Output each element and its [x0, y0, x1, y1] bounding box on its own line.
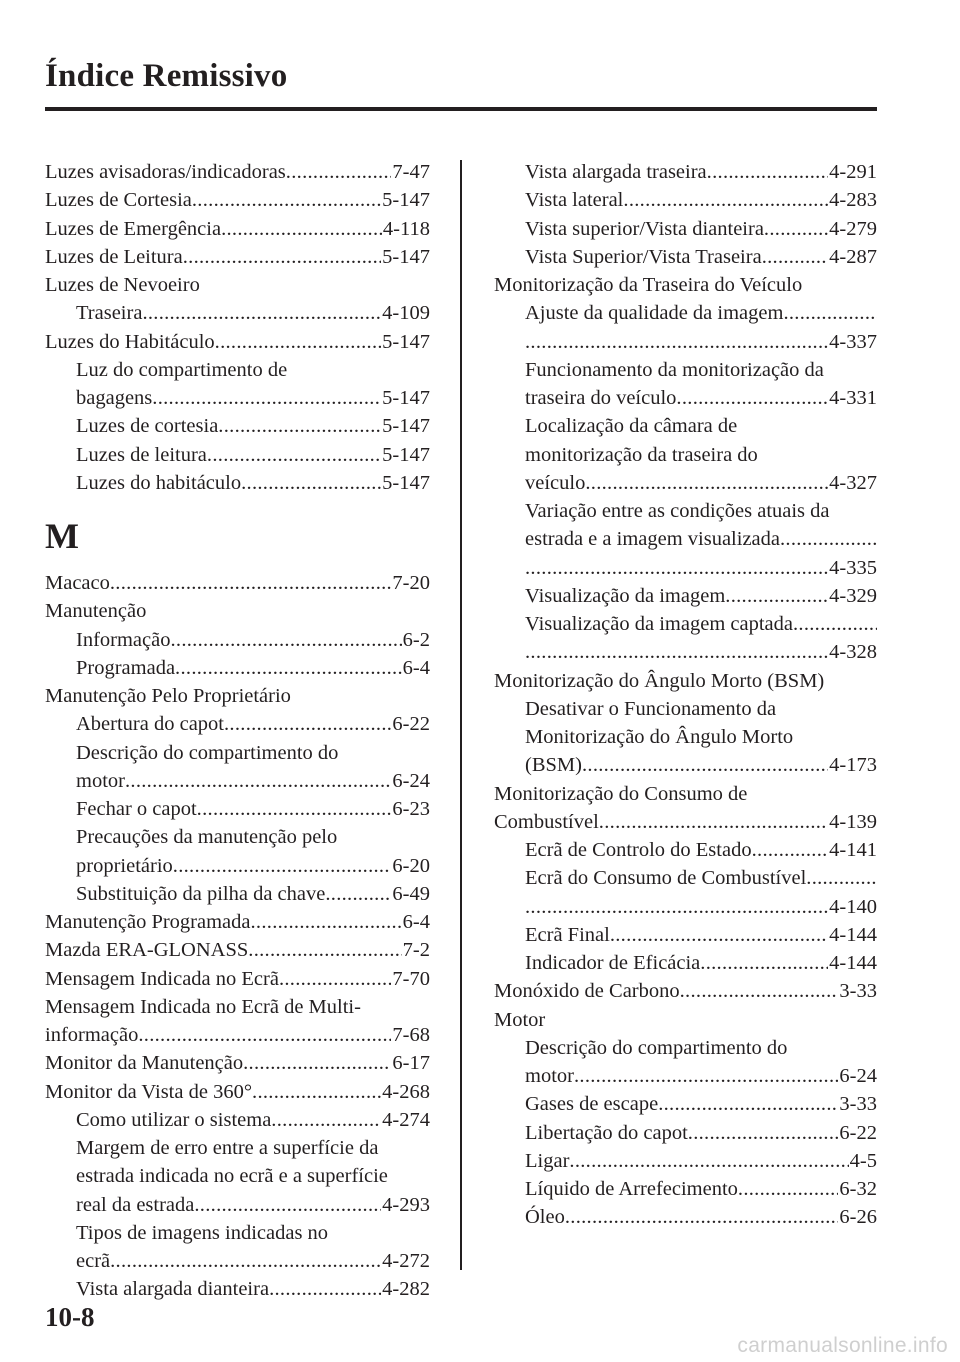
index-entry-text: Variação entre as condições atuais da: [525, 500, 830, 522]
index-entry: [494, 158, 877, 186]
index-entry: [45, 1275, 430, 1303]
dot-leader: [224, 710, 391, 738]
dot-leader: [707, 158, 829, 186]
index-entry: [45, 993, 430, 1021]
index-entry-page: 6-4: [402, 656, 430, 679]
index-entry-text: traseira do veículo: [525, 387, 677, 409]
index-entry: [494, 751, 877, 779]
column-divider: [460, 160, 462, 1270]
index-entry-page: 4-283: [829, 189, 877, 212]
index-entry-text: bagagens: [76, 387, 153, 409]
index-entry-page: 4-144: [829, 923, 877, 946]
index-entry-text: Traseira: [76, 302, 143, 325]
index-entry-page: 5-147: [382, 471, 430, 494]
index-entry: [45, 186, 430, 214]
index-entry-page: 6-32: [839, 1178, 877, 1200]
index-entry: [494, 1147, 877, 1175]
index-entry-page: 4-327: [829, 471, 877, 494]
dot-leader: [574, 1062, 838, 1090]
index-entry-text: veículo: [525, 471, 586, 494]
index-entry-text: Desativar o Funcionamento da: [525, 697, 777, 720]
index-entry-page: 5-147: [382, 330, 430, 353]
index-entry: [494, 1062, 877, 1090]
dot-leader: [569, 1147, 848, 1175]
index-entry-page: 5-147: [382, 415, 430, 438]
dot-leader: [793, 610, 877, 638]
index-entry-text: Manutenção Pelo Proprietário: [45, 685, 291, 707]
dot-leader: [525, 893, 828, 921]
index-entry-text: Informação: [76, 628, 171, 651]
index-entry: [494, 977, 877, 1005]
dot-leader: [170, 626, 401, 654]
index-entry: [494, 1034, 877, 1062]
index-entry-page: 6-24: [392, 769, 430, 792]
index-entry-page: 4-173: [829, 754, 877, 777]
index-entry-page: 6-26: [839, 1206, 877, 1229]
index-entry-page: 4-140: [829, 895, 877, 918]
dot-leader: [241, 469, 381, 497]
index-entry-text: Luzes do Habitáculo: [45, 330, 215, 353]
dot-leader: [623, 186, 828, 214]
dot-leader: [248, 936, 401, 964]
dot-leader: [215, 328, 382, 356]
dot-leader: [738, 1175, 839, 1203]
index-entry-text: motor: [76, 769, 125, 792]
index-entry: [494, 1175, 877, 1203]
index-entry-text: monitorização da traseira do: [525, 443, 758, 466]
index-entry: [45, 1191, 430, 1219]
index-entry: [45, 682, 430, 710]
index-entry-text: Monóxido de Carbono: [494, 980, 680, 1003]
index-entry-page: 4-274: [382, 1108, 430, 1131]
index-entry: [494, 1119, 877, 1147]
dot-leader: [197, 795, 392, 823]
index-entry: [494, 610, 877, 638]
index-entry: [494, 215, 877, 243]
index-entry: [45, 739, 430, 767]
index-entry-text: Funcionamento da monitorização da: [525, 358, 824, 381]
dot-leader: [525, 638, 828, 666]
index-entry: [494, 1203, 877, 1231]
index-entry: [45, 271, 430, 299]
index-entry-page: 6-17: [392, 1052, 430, 1075]
index-entry-text: Programada: [76, 656, 176, 679]
dot-leader: [175, 654, 402, 682]
index-entry: [45, 654, 430, 682]
index-entry-page: 6-24: [839, 1065, 877, 1087]
dot-leader: [582, 751, 828, 779]
index-entry-text: Monitor da Manutenção: [45, 1052, 244, 1075]
dot-leader: [525, 554, 828, 582]
index-entry: [494, 384, 877, 412]
index-entry: [45, 215, 430, 243]
index-entry-text: Ecrã de Controlo do Estado: [525, 839, 752, 861]
index-entry-text: Ajuste da qualidade da imagem: [525, 302, 784, 325]
index-entry-text: real da estrada: [76, 1193, 195, 1216]
index-entry: [45, 965, 430, 993]
watermark: carmanualsonline.info: [737, 1334, 948, 1357]
dot-leader: [271, 1106, 381, 1134]
index-entry-text: Monitor da Vista de 360°: [45, 1080, 253, 1103]
index-entry: [45, 469, 430, 497]
dot-leader: [125, 767, 391, 795]
index-entry-text: Indicador de Eficácia: [525, 952, 701, 974]
index-entry-text: Luzes de Leitura: [45, 245, 183, 268]
index-entry-text: Substituição da pilha da chave: [76, 882, 326, 905]
dot-leader: [676, 384, 828, 412]
dot-leader: [780, 525, 877, 553]
dot-leader: [725, 582, 828, 610]
dot-leader: [207, 441, 381, 469]
index-entry-page: 4-331: [829, 387, 877, 409]
index-entry-text: ecrã: [76, 1250, 111, 1272]
index-entry-page: 4-144: [829, 952, 877, 974]
index-entry: [45, 1049, 430, 1077]
index-entry-text: proprietário: [76, 854, 173, 877]
index-entry-page: 4-328: [829, 641, 877, 664]
index-entry-page: 4-282: [382, 1278, 430, 1301]
index-entry: [45, 299, 430, 327]
index-entry-page: 7-70: [392, 967, 430, 990]
index-entry: [45, 908, 430, 936]
index-entry: [45, 880, 430, 908]
index-entry-text: Luzes de Cortesia: [45, 189, 192, 212]
index-entry: [45, 1162, 430, 1190]
index-entry-page: 4-287: [829, 245, 877, 268]
index-entry-page: 6-2: [402, 628, 430, 651]
index-entry: [494, 582, 877, 610]
index-entry: [45, 936, 430, 964]
index-entry: [494, 525, 877, 553]
index-entry-page: 4-337: [829, 330, 877, 353]
index-entry-page: 7-20: [392, 572, 430, 594]
dot-leader: [585, 469, 828, 497]
dot-leader: [680, 977, 839, 1005]
index-entry: [494, 497, 877, 525]
dot-leader: [110, 1247, 381, 1275]
index-entry: [494, 864, 877, 892]
index-entry-page: 4-118: [382, 217, 430, 240]
dot-leader: [138, 1021, 391, 1049]
index-entry: [494, 441, 877, 469]
index-entry-text: Combustível: [494, 810, 599, 833]
dot-leader: [192, 186, 381, 214]
index-entry: [45, 243, 430, 271]
index-entry-page: 5-147: [382, 443, 430, 466]
index-entry-text: Ecrã do Consumo de Combustível: [525, 867, 807, 890]
dot-leader: [783, 299, 877, 327]
index-entry: [45, 597, 430, 625]
index-entry-page: 4-268: [382, 1080, 430, 1103]
index-entry-text: Libertação do capot: [525, 1121, 688, 1144]
index-entry-text: Ligar: [525, 1149, 570, 1172]
index-entry-page: 6-22: [839, 1121, 877, 1144]
index-entry-page: 6-22: [392, 713, 430, 736]
index-entry: [494, 808, 877, 836]
index-entry: [494, 328, 877, 356]
index-entry-text: motor: [525, 1065, 574, 1087]
dot-leader: [173, 852, 392, 880]
dot-leader: [183, 243, 381, 271]
index-entry: [494, 667, 877, 695]
index-entry-text: Mensagem Indicada no Ecrã: [45, 967, 279, 990]
index-entry-text: Precauções da manutenção pelo: [76, 826, 338, 849]
index-entry-text: Luzes de leitura: [76, 443, 207, 466]
index-entry: [494, 554, 877, 582]
index-entry: [494, 893, 877, 921]
index-entry-page: 3-33: [839, 1093, 877, 1116]
index-entry: [45, 1021, 430, 1049]
index-entry-page: 4-335: [829, 556, 877, 579]
dot-leader: [286, 158, 392, 186]
index-entry-text: Monitorização do Ângulo Morto: [525, 726, 794, 748]
index-entry-page: 4-109: [382, 302, 430, 325]
index-entry: [45, 328, 430, 356]
index-entry-text: Margem de erro entre a superfície da: [76, 1137, 379, 1159]
dot-leader: [221, 215, 382, 243]
index-entry-page: 4-293: [382, 1193, 430, 1216]
index-entry: [494, 723, 877, 751]
index-entry: [494, 299, 877, 327]
dot-leader: [279, 965, 391, 993]
index-entry-page: 5-147: [382, 189, 430, 212]
index-entry-text: Vista superior/Vista dianteira: [525, 217, 764, 240]
index-entry: [494, 780, 877, 808]
dot-leader: [218, 412, 381, 440]
dot-leader: [252, 1078, 381, 1106]
index-entry-page: 4-329: [829, 584, 877, 607]
index-entry-text: Macaco: [45, 572, 110, 594]
index-entry-text: Visualização da imagem: [525, 584, 726, 607]
index-entry-page: 4-272: [382, 1250, 430, 1272]
index-column-left: [45, 158, 430, 1304]
index-entry: [494, 1006, 877, 1034]
page-number: 10-8: [45, 1302, 95, 1332]
index-entry: [494, 638, 877, 666]
index-entry-text: (BSM): [525, 754, 582, 777]
index-entry-page: 4-139: [829, 810, 877, 833]
index-entry: [494, 412, 877, 440]
dot-leader: [764, 215, 828, 243]
dot-leader: [599, 808, 828, 836]
dot-leader: [762, 243, 828, 271]
index-entry-text: Luzes de Emergência: [45, 217, 222, 240]
index-entry-text: Vista alargada dianteira: [76, 1278, 270, 1301]
dot-leader: [525, 328, 828, 356]
dot-leader: [142, 299, 381, 327]
index-entry-text: Descrição do compartimento do: [525, 1036, 788, 1059]
index-entry: [45, 569, 430, 597]
index-entry-page: 7-2: [402, 939, 430, 962]
index-entry: [45, 441, 430, 469]
index-entry: [494, 1090, 877, 1118]
index-entry-text: Vista alargada traseira: [525, 161, 707, 183]
index-entry: [45, 710, 430, 738]
index-entry-page: 4-279: [829, 217, 877, 240]
index-entry: [45, 1247, 430, 1275]
index-entry-text: estrada indicada no ecrã e a superfície: [76, 1165, 388, 1188]
index-entry-text: Óleo: [525, 1206, 565, 1229]
index-entry: [45, 158, 430, 186]
index-entry: [45, 1219, 430, 1247]
index-entry: [494, 243, 877, 271]
index-entry-text: Visualização da imagem captada: [525, 613, 793, 635]
dot-leader: [752, 836, 829, 864]
page-title: Índice Remissivo: [45, 58, 288, 94]
index-entry-text: Luzes de Nevoeiro: [45, 274, 200, 296]
index-entry-text: Monitorização do Consumo de: [494, 782, 748, 805]
dot-leader: [565, 1203, 839, 1231]
dot-leader: [152, 384, 381, 412]
index-entry: [45, 384, 430, 412]
index-entry-text: Mazda ERA-GLONASS: [45, 939, 249, 962]
index-entry-text: Gases de escape: [525, 1093, 659, 1116]
index-entry-text: Fechar o capot: [76, 798, 197, 820]
index-entry-text: Tipos de imagens indicadas no: [76, 1221, 329, 1244]
dot-leader: [658, 1090, 838, 1118]
index-entry-text: Líquido de Arrefecimento: [525, 1178, 738, 1200]
index-section-letter: M: [45, 516, 79, 556]
index-entry-page: 6-23: [392, 798, 430, 820]
index-entry: [45, 795, 430, 823]
index-entry: [45, 356, 430, 384]
index-entry-page: 5-147: [382, 387, 430, 409]
index-entry: [494, 921, 877, 949]
index-entry-text: Abertura do capot: [76, 713, 224, 736]
index-entry: [494, 949, 877, 977]
index-entry-page: 6-20: [392, 854, 430, 877]
index-entry-text: Vista Superior/Vista Traseira: [525, 245, 762, 268]
index-entry: [494, 695, 877, 723]
index-entry-text: estrada e a imagem visualizada: [525, 528, 780, 551]
index-entry-page: 5-147: [382, 245, 430, 268]
header-rule: [45, 107, 877, 111]
index-entry: [45, 626, 430, 654]
index-entry-text: Luz do compartimento de: [76, 358, 288, 381]
index-entry: [45, 852, 430, 880]
index-entry: [45, 1078, 430, 1106]
index-entry-page: 6-4: [402, 911, 430, 933]
dot-leader: [243, 1049, 391, 1077]
index-entry: [45, 1106, 430, 1134]
index-entry-text: Monitorização da Traseira do Veículo: [494, 274, 803, 296]
index-entry-text: Motor: [494, 1008, 546, 1031]
dot-leader: [269, 1275, 381, 1303]
index-entry-text: Manutenção Programada: [45, 911, 251, 933]
dot-leader: [325, 880, 391, 908]
index-entry: [494, 469, 877, 497]
index-entry: [45, 412, 430, 440]
index-entry-text: informação: [45, 1024, 139, 1046]
dot-leader: [194, 1191, 381, 1219]
dot-leader: [806, 864, 877, 892]
index-entry-text: Luzes de cortesia: [76, 415, 219, 438]
index-entry: [45, 767, 430, 795]
index-entry-text: Vista lateral: [525, 189, 624, 212]
index-entry-page: 3-33: [839, 980, 877, 1003]
index-entry-page: 7-47: [392, 161, 430, 183]
dot-leader: [110, 569, 392, 597]
index-entry: [494, 186, 877, 214]
index-column-right: [494, 158, 877, 1232]
dot-leader: [610, 921, 828, 949]
index-entry: [45, 823, 430, 851]
index-entry-text: Monitorização do Ângulo Morto (BSM): [494, 669, 825, 692]
index-entry-page: 4-5: [849, 1149, 877, 1172]
index-entry: [494, 271, 877, 299]
index-entry-text: Como utilizar o sistema: [76, 1108, 272, 1131]
index-entry-page: 6-49: [392, 882, 430, 905]
index-entry-text: Luzes do habitáculo: [76, 471, 242, 494]
index-entry: [494, 836, 877, 864]
index-entry-page: 4-141: [829, 839, 877, 861]
index-entry-text: Localização da câmara de: [525, 415, 738, 438]
index-entry-text: Manutenção: [45, 600, 147, 623]
index-entry-text: Descrição do compartimento do: [76, 741, 339, 764]
index-entry-page: 7-68: [392, 1024, 430, 1046]
index-entry: [45, 1134, 430, 1162]
dot-leader: [251, 908, 402, 936]
index-entry: [494, 356, 877, 384]
dot-leader: [688, 1119, 839, 1147]
index-entry-text: Mensagem Indicada no Ecrã de Multi-: [45, 995, 361, 1018]
index-entry-text: Luzes avisadoras/indicadoras: [45, 161, 286, 183]
index-entry-text: Ecrã Final: [525, 923, 610, 946]
index-entry-page: 4-291: [829, 161, 877, 183]
dot-leader: [700, 949, 828, 977]
